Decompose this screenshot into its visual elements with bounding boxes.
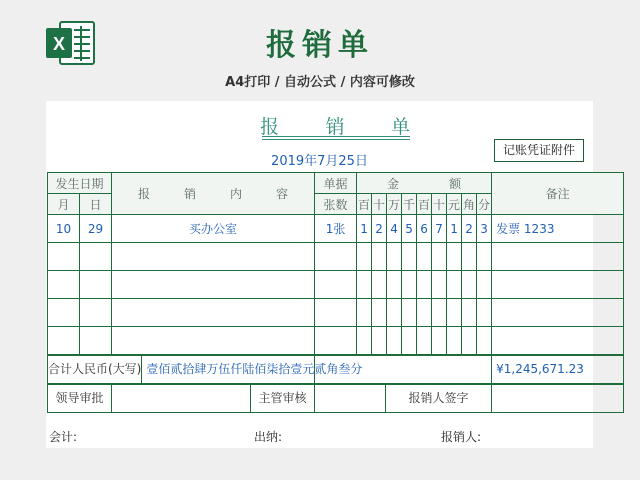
digit-header: 分 — [477, 194, 492, 215]
digit-cell[interactable] — [357, 243, 372, 271]
digit-cell[interactable] — [387, 243, 402, 271]
day-cell[interactable] — [80, 271, 112, 299]
month-cell[interactable] — [48, 327, 80, 355]
svg-text:X: X — [52, 34, 66, 54]
digit-header: 百 — [417, 194, 432, 215]
content-header-char: 报 — [138, 187, 151, 201]
table-row — [48, 271, 624, 299]
receipt-header-line1: 单据 — [315, 173, 357, 194]
content-cell[interactable] — [112, 271, 315, 299]
receipt-header-line2: 张数 — [315, 194, 357, 215]
digit-cell[interactable] — [477, 271, 492, 299]
digit-cell[interactable] — [462, 299, 477, 327]
digit-cell[interactable] — [357, 327, 372, 355]
title-underline — [262, 136, 410, 137]
content-cell[interactable]: 买办公室 — [112, 215, 315, 243]
digit-cell[interactable] — [417, 243, 432, 271]
digit-cell[interactable] — [402, 271, 417, 299]
digit-cell[interactable] — [432, 271, 447, 299]
amount-header-char: 额 — [449, 176, 462, 191]
digit-cell[interactable] — [417, 327, 432, 355]
digit-cell[interactable] — [432, 243, 447, 271]
digit-cell[interactable] — [432, 299, 447, 327]
leader-approval-label: 领导审批 — [48, 385, 112, 412]
amount-header-char: 金 — [387, 176, 400, 191]
month-cell[interactable] — [48, 243, 80, 271]
digit-cell[interactable] — [432, 327, 447, 355]
digit-cell[interactable] — [477, 243, 492, 271]
amount-header — [357, 173, 492, 194]
digit-header: 十 — [432, 194, 447, 215]
digit-cell[interactable] — [357, 299, 372, 327]
digit-cell[interactable] — [402, 243, 417, 271]
form-title — [260, 112, 410, 139]
content-header-char: 内 — [229, 187, 242, 201]
month-cell[interactable] — [48, 271, 80, 299]
digit-cell[interactable] — [372, 327, 387, 355]
digit-cell[interactable]: 2 — [462, 215, 477, 243]
digit-header: 万 — [387, 194, 402, 215]
day-cell[interactable] — [80, 327, 112, 355]
form-title-char: 销 — [325, 116, 345, 138]
form-title-char: 报 — [260, 116, 280, 138]
digit-cell[interactable] — [462, 327, 477, 355]
digit-cell[interactable] — [417, 299, 432, 327]
receipts-cell[interactable]: 1张 — [315, 215, 357, 243]
form-footer — [46, 424, 593, 448]
receipts-cell[interactable] — [315, 271, 357, 299]
approval-left — [48, 384, 315, 413]
digit-cell[interactable] — [387, 299, 402, 327]
month-cell[interactable] — [48, 299, 80, 327]
claimant-sign-field[interactable] — [492, 384, 624, 413]
day-cell[interactable]: 29 — [80, 215, 112, 243]
approval-middle[interactable] — [315, 384, 492, 413]
table-row — [48, 243, 624, 271]
total-amount[interactable]: ¥1,245,671.23 — [492, 355, 624, 384]
date-group-header: 发生日期 — [48, 173, 112, 194]
content-cell[interactable] — [112, 299, 315, 327]
digit-cell[interactable] — [387, 327, 402, 355]
banner-title: 报销单 — [266, 28, 374, 63]
day-header: 日 — [80, 194, 112, 215]
banner-subtitle: A4打印 / 自动公式 / 内容可修改 — [225, 75, 415, 90]
remarks-header: 备注 — [492, 173, 624, 215]
day-cell[interactable] — [80, 243, 112, 271]
content-header — [112, 173, 315, 215]
total-row — [48, 355, 624, 384]
digit-cell[interactable] — [462, 271, 477, 299]
digit-cell[interactable] — [417, 271, 432, 299]
expense-form-sheet — [46, 101, 593, 448]
month-header: 月 — [48, 194, 80, 215]
digit-cell[interactable] — [372, 243, 387, 271]
digit-cell[interactable]: 1 — [447, 215, 462, 243]
table-row — [48, 327, 624, 355]
digit-cell[interactable] — [372, 271, 387, 299]
title-underline — [262, 139, 410, 140]
digit-header: 角 — [462, 194, 477, 215]
digit-cell[interactable]: 1 — [357, 215, 372, 243]
digit-cell[interactable] — [402, 327, 417, 355]
digit-cell[interactable]: 5 — [402, 215, 417, 243]
remarks-cell[interactable]: 发票 1233 — [492, 215, 624, 243]
remarks-cell[interactable] — [492, 271, 624, 299]
digit-header: 十 — [372, 194, 387, 215]
digit-header: 元 — [447, 194, 462, 215]
table-row — [48, 299, 624, 327]
digit-cell[interactable] — [477, 299, 492, 327]
content-cell[interactable] — [112, 327, 315, 355]
approval-row — [48, 384, 624, 413]
receipts-cell[interactable] — [315, 327, 357, 355]
form-date[interactable]: 2019年7月25日 — [271, 154, 368, 169]
digit-header: 千 — [402, 194, 417, 215]
digit-cell[interactable] — [447, 299, 462, 327]
digit-cell[interactable]: 7 — [432, 215, 447, 243]
digit-cell[interactable] — [357, 271, 372, 299]
digit-cell[interactable]: 2 — [372, 215, 387, 243]
digit-cell[interactable] — [387, 271, 402, 299]
digit-cell[interactable] — [372, 299, 387, 327]
cashier-label: 出纳: — [254, 430, 283, 444]
total-label: 合计人民币(大写) — [48, 356, 142, 383]
accountant-label: 会计: — [49, 430, 78, 444]
digit-cell[interactable] — [447, 271, 462, 299]
table-row — [48, 215, 624, 243]
content-header-char: 容 — [275, 187, 288, 201]
voucher-attachment-label[interactable]: 记账凭证附件 — [494, 139, 584, 162]
supervisor-review-label: 主管审核 — [258, 390, 307, 405]
digit-cell[interactable] — [447, 243, 462, 271]
digit-cell[interactable] — [462, 243, 477, 271]
digit-cell[interactable] — [447, 327, 462, 355]
digit-cell[interactable]: 3 — [477, 215, 492, 243]
total-cell — [48, 355, 363, 384]
remarks-cell[interactable] — [492, 327, 624, 355]
digit-cell[interactable]: 4 — [387, 215, 402, 243]
header-row — [48, 173, 624, 194]
digit-header: 百 — [357, 194, 372, 215]
expense-table — [47, 172, 624, 413]
form-title-char: 单 — [390, 116, 410, 138]
digit-cell[interactable]: 6 — [417, 215, 432, 243]
receipts-cell[interactable] — [315, 243, 357, 271]
month-cell[interactable]: 10 — [48, 215, 80, 243]
leader-approval-field[interactable] — [112, 385, 251, 412]
claimant-label: 报销人: — [441, 430, 482, 444]
receipts-cell[interactable] — [315, 299, 357, 327]
day-cell[interactable] — [80, 299, 112, 327]
supervisor-review-field[interactable] — [315, 385, 386, 412]
remarks-cell[interactable] — [492, 243, 624, 271]
digit-cell[interactable] — [402, 299, 417, 327]
content-cell[interactable] — [112, 243, 315, 271]
content-header-char: 销 — [184, 187, 197, 201]
total-uppercase-amount[interactable]: 壹佰贰拾肆万伍仟陆佰柒拾壹元贰角叁分 — [146, 361, 363, 376]
claimant-sign-label: 报销人签字 — [408, 390, 469, 405]
remarks-cell[interactable] — [492, 299, 624, 327]
digit-cell[interactable] — [477, 327, 492, 355]
